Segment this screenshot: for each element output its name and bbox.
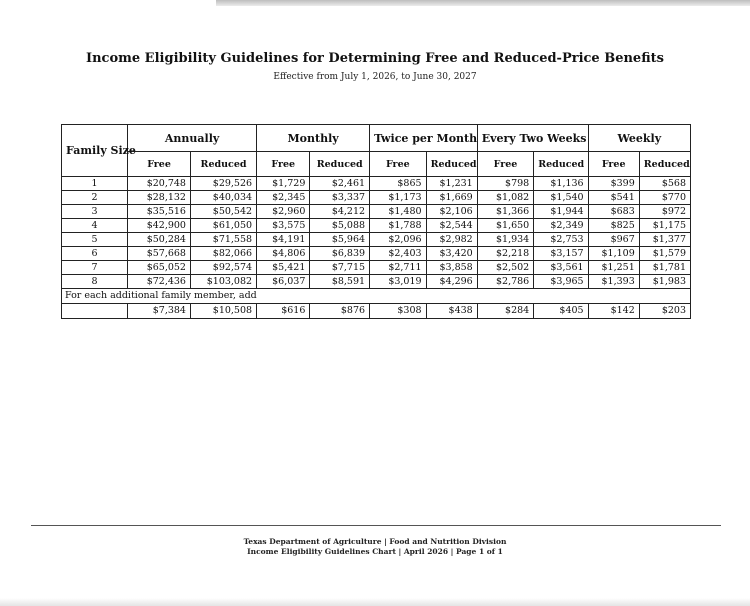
reduced-income-cell: $1,669 bbox=[426, 191, 477, 205]
free-income-cell: $72,436 bbox=[128, 275, 191, 289]
reduced-income-cell: $1,579 bbox=[639, 247, 690, 261]
free-income-cell: $1,393 bbox=[588, 275, 639, 289]
free-income-cell: $1,650 bbox=[477, 219, 534, 233]
sub-header-row bbox=[62, 152, 691, 177]
sub-header-reduced: Reduced bbox=[639, 152, 690, 177]
reduced-income-cell: $1,944 bbox=[534, 205, 588, 219]
sub-header-free: Free bbox=[477, 152, 534, 177]
table-row bbox=[62, 261, 691, 275]
table-body bbox=[62, 177, 691, 319]
sub-header-free: Free bbox=[257, 152, 310, 177]
page-edge-shadow bbox=[216, 0, 750, 6]
free-income-cell: $2,502 bbox=[477, 261, 534, 275]
table-row bbox=[62, 219, 691, 233]
sub-header-free: Free bbox=[370, 152, 427, 177]
family-size-cell: 4 bbox=[62, 219, 128, 233]
family-size-cell: 8 bbox=[62, 275, 128, 289]
free-income-cell: $2,345 bbox=[257, 191, 310, 205]
free-income-cell: $28,132 bbox=[128, 191, 191, 205]
sub-header-free: Free bbox=[588, 152, 639, 177]
free-income-cell: $825 bbox=[588, 219, 639, 233]
free-income-cell: $57,668 bbox=[128, 247, 191, 261]
free-income-cell: $65,052 bbox=[128, 261, 191, 275]
free-income-cell: $1,109 bbox=[588, 247, 639, 261]
period-header-every-two-weeks: Every Two Weeks bbox=[477, 125, 588, 152]
reduced-income-cell: $71,558 bbox=[190, 233, 256, 247]
free-income-cell: $1,480 bbox=[370, 205, 427, 219]
reduced-income-cell: $3,858 bbox=[426, 261, 477, 275]
free-income-cell: $2,786 bbox=[477, 275, 534, 289]
reduced-income-cell: $1,781 bbox=[639, 261, 690, 275]
additional-reduced-cell: $876 bbox=[310, 304, 370, 319]
page-edge-shadow-bottom bbox=[0, 598, 750, 606]
reduced-income-cell: $8,591 bbox=[310, 275, 370, 289]
reduced-income-cell: $3,420 bbox=[426, 247, 477, 261]
reduced-income-cell: $1,983 bbox=[639, 275, 690, 289]
family-size-cell: 1 bbox=[62, 177, 128, 191]
additional-free-cell: $142 bbox=[588, 304, 639, 319]
document-title: Income Eligibility Guidelines for Determining Free and Reduced-Price Benefits bbox=[86, 51, 664, 66]
family-size-cell: 2 bbox=[62, 191, 128, 205]
reduced-income-cell: $6,839 bbox=[310, 247, 370, 261]
period-header-monthly: Monthly bbox=[257, 125, 370, 152]
reduced-income-cell: $92,574 bbox=[190, 261, 256, 275]
reduced-income-cell: $2,461 bbox=[310, 177, 370, 191]
free-income-cell: $20,748 bbox=[128, 177, 191, 191]
reduced-income-cell: $1,175 bbox=[639, 219, 690, 233]
reduced-income-cell: $4,296 bbox=[426, 275, 477, 289]
free-income-cell: $1,729 bbox=[257, 177, 310, 191]
reduced-income-cell: $3,965 bbox=[534, 275, 588, 289]
free-income-cell: $683 bbox=[588, 205, 639, 219]
free-income-cell: $1,251 bbox=[588, 261, 639, 275]
reduced-income-cell: $2,544 bbox=[426, 219, 477, 233]
family-size-cell: 3 bbox=[62, 205, 128, 219]
reduced-income-cell: $3,337 bbox=[310, 191, 370, 205]
sub-header-reduced: Reduced bbox=[310, 152, 370, 177]
reduced-income-cell: $2,982 bbox=[426, 233, 477, 247]
blank-cell bbox=[62, 304, 128, 319]
reduced-income-cell: $7,715 bbox=[310, 261, 370, 275]
table-row bbox=[62, 275, 691, 289]
free-income-cell: $6,037 bbox=[257, 275, 310, 289]
sub-header-free: Free bbox=[128, 152, 191, 177]
additional-free-cell: $308 bbox=[370, 304, 427, 319]
free-income-cell: $1,934 bbox=[477, 233, 534, 247]
sub-header-reduced: Reduced bbox=[426, 152, 477, 177]
footer-divider bbox=[31, 525, 721, 526]
free-income-cell: $42,900 bbox=[128, 219, 191, 233]
table-row bbox=[62, 247, 691, 261]
period-header-row bbox=[62, 125, 691, 152]
document-subtitle: Effective from July 1, 2026, to June 30, 2027 bbox=[273, 72, 477, 82]
additional-reduced-cell: $10,508 bbox=[190, 304, 256, 319]
free-income-cell: $541 bbox=[588, 191, 639, 205]
free-income-cell: $798 bbox=[477, 177, 534, 191]
footer-line-2: Income Eligibility Guidelines Chart | April 2026 | Page 1 of 1 bbox=[247, 547, 503, 556]
sub-header-reduced: Reduced bbox=[534, 152, 588, 177]
reduced-income-cell: $82,066 bbox=[190, 247, 256, 261]
reduced-income-cell: $1,540 bbox=[534, 191, 588, 205]
free-income-cell: $2,218 bbox=[477, 247, 534, 261]
table-row bbox=[62, 205, 691, 219]
free-income-cell: $865 bbox=[370, 177, 427, 191]
free-income-cell: $2,711 bbox=[370, 261, 427, 275]
reduced-income-cell: $5,088 bbox=[310, 219, 370, 233]
free-income-cell: $3,019 bbox=[370, 275, 427, 289]
sub-header-reduced: Reduced bbox=[190, 152, 256, 177]
free-income-cell: $3,575 bbox=[257, 219, 310, 233]
reduced-income-cell: $1,136 bbox=[534, 177, 588, 191]
reduced-income-cell: $1,231 bbox=[426, 177, 477, 191]
family-size-cell: 6 bbox=[62, 247, 128, 261]
free-income-cell: $35,516 bbox=[128, 205, 191, 219]
reduced-income-cell: $5,964 bbox=[310, 233, 370, 247]
reduced-income-cell: $61,050 bbox=[190, 219, 256, 233]
reduced-income-cell: $2,106 bbox=[426, 205, 477, 219]
reduced-income-cell: $4,212 bbox=[310, 205, 370, 219]
reduced-income-cell: $50,542 bbox=[190, 205, 256, 219]
family-size-cell: 5 bbox=[62, 233, 128, 247]
additional-member-label-row bbox=[62, 289, 691, 304]
period-header-annually: Annually bbox=[128, 125, 257, 152]
free-income-cell: $4,806 bbox=[257, 247, 310, 261]
table-row bbox=[62, 233, 691, 247]
reduced-income-cell: $770 bbox=[639, 191, 690, 205]
family-size-cell: 7 bbox=[62, 261, 128, 275]
additional-free-cell: $616 bbox=[257, 304, 310, 319]
table-row bbox=[62, 191, 691, 205]
free-income-cell: $2,403 bbox=[370, 247, 427, 261]
additional-member-label: For each additional family member, add bbox=[62, 289, 691, 304]
reduced-income-cell: $103,082 bbox=[190, 275, 256, 289]
reduced-income-cell: $972 bbox=[639, 205, 690, 219]
period-header-weekly: Weekly bbox=[588, 125, 690, 152]
additional-reduced-cell: $203 bbox=[639, 304, 690, 319]
additional-free-cell: $7,384 bbox=[128, 304, 191, 319]
reduced-income-cell: $29,526 bbox=[190, 177, 256, 191]
free-income-cell: $2,960 bbox=[257, 205, 310, 219]
free-income-cell: $50,284 bbox=[128, 233, 191, 247]
additional-free-cell: $284 bbox=[477, 304, 534, 319]
reduced-income-cell: $2,753 bbox=[534, 233, 588, 247]
free-income-cell: $2,096 bbox=[370, 233, 427, 247]
free-income-cell: $1,082 bbox=[477, 191, 534, 205]
family-size-header: Family Size bbox=[62, 125, 128, 177]
document-footer bbox=[0, 537, 750, 557]
free-income-cell: $1,173 bbox=[370, 191, 427, 205]
free-income-cell: $1,366 bbox=[477, 205, 534, 219]
footer-line-1: Texas Department of Agriculture | Food and Nutrition Division bbox=[243, 537, 507, 546]
reduced-income-cell: $3,157 bbox=[534, 247, 588, 261]
free-income-cell: $5,421 bbox=[257, 261, 310, 275]
table-row bbox=[62, 177, 691, 191]
free-income-cell: $4,191 bbox=[257, 233, 310, 247]
free-income-cell: $1,788 bbox=[370, 219, 427, 233]
reduced-income-cell: $3,561 bbox=[534, 261, 588, 275]
period-header-twice-per-month: Twice per Month bbox=[370, 125, 478, 152]
reduced-income-cell: $40,034 bbox=[190, 191, 256, 205]
free-income-cell: $399 bbox=[588, 177, 639, 191]
reduced-income-cell: $1,377 bbox=[639, 233, 690, 247]
additional-reduced-cell: $438 bbox=[426, 304, 477, 319]
additional-member-row bbox=[62, 304, 691, 319]
reduced-income-cell: $2,349 bbox=[534, 219, 588, 233]
free-income-cell: $967 bbox=[588, 233, 639, 247]
reduced-income-cell: $568 bbox=[639, 177, 690, 191]
eligibility-table bbox=[61, 124, 691, 319]
additional-reduced-cell: $405 bbox=[534, 304, 588, 319]
